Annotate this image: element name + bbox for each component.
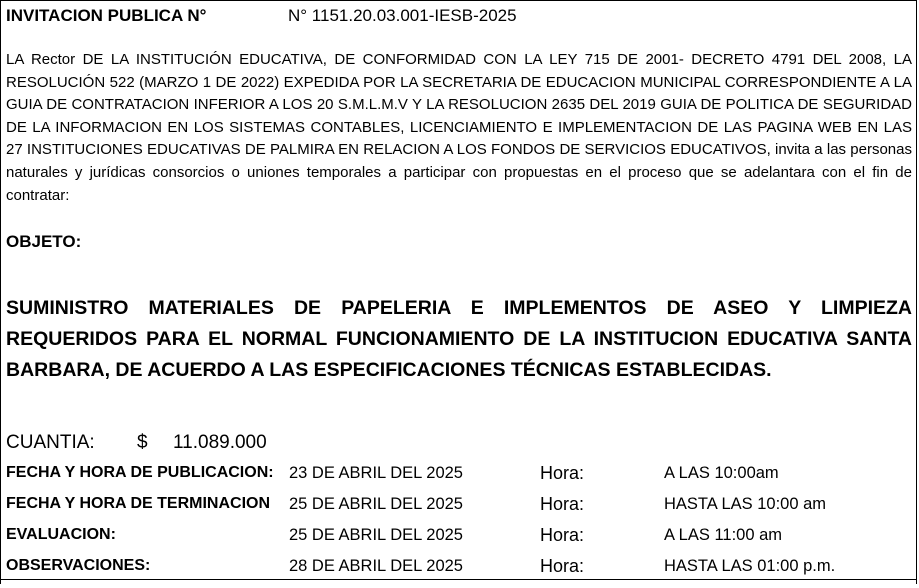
objeto-text: SUMINISTRO MATERIALES DE PAPELERIA E IMPLEMENTOS DE ASEO Y LIMPIEZA REQUERIDOS PARA EL NORMAL FUNCIONAMIENTO DE LA INSTITUCION EDUCATIVA SANTA BARBARA, DE ACUERDO A LAS ESPECIFICACIONES TÉCNICAS ESTABLECIDAS. xyxy=(6,297,912,381)
cuantia-row xyxy=(6,432,267,454)
invitation-title-label: INVITACION PUBLICA N° xyxy=(6,6,207,25)
schedule-hora-label: Hora: xyxy=(540,525,585,545)
schedule-label: EVALUACION: xyxy=(6,526,116,543)
invitation-title xyxy=(6,6,517,26)
schedule-label: FECHA Y HORA DE PUBLICACION: xyxy=(6,464,274,481)
schedule-row-evaluacion xyxy=(0,526,917,557)
cuantia-value: 11.089.000 xyxy=(173,432,267,453)
objeto-heading: OBJETO: xyxy=(6,232,82,251)
schedule-label: OBSERVACIONES: xyxy=(6,557,151,574)
schedule-row-publicacion xyxy=(0,464,917,495)
schedule-hora-label: Hora: xyxy=(540,556,585,576)
schedule-time: A LAS 10:00am xyxy=(664,464,779,482)
schedule-row-terminacion xyxy=(0,495,917,526)
schedule-hora-label: Hora: xyxy=(540,463,585,483)
cuantia-currency-symbol: $ xyxy=(137,432,148,453)
schedule-time: A LAS 11:00 am xyxy=(664,526,783,544)
schedule-date: 23 DE ABRIL DEL 2025 xyxy=(289,464,463,482)
schedule-row-observaciones xyxy=(0,557,917,588)
schedule-date: 28 DE ABRIL DEL 2025 xyxy=(289,557,463,575)
intro-paragraph: LA Rector DE LA INSTITUCIÓN EDUCATIVA, DE CONFORMIDAD CON LA LEY 715 DE 2001- DECRETO 4791 DEL 2008, LA RESOLUCIÓN 522 (MARZO 1 DE 2022) EXPEDIDA POR LA SECRETARIA DE EDUCACION MUNICIPAL CORRESPONDIENTE A LA GUIA DE CONTRATACION INFERIOR A LOS 20 S.M.L.M.V Y LA RESOLUCION 2635 DEL 2019 GUIA DE POLITICA DE SEGURIDAD DE LA INFORMACION EN LOS SISTEMAS CONTABLES, LICENCIAMIENTO E IMPLEMENTACION DE LAS PAGINA WEB EN LAS 27 INSTITUCIONES EDUCATIVAS DE PALMIRA EN RELACION A LOS FONDOS DE SERVICIOS EDUCATIVOS, invita a las personas naturales y jurídicas consorcios o uniones temporales a participar con propuestas en el proceso que se adelantara con el fin de contratar: xyxy=(6,51,912,204)
schedule-time: HASTA LAS 01:00 p.m. xyxy=(664,557,836,575)
bottom-border xyxy=(0,579,917,580)
invitation-number: N° 1151.20.03.001-IESB-2025 xyxy=(288,6,517,25)
schedule-date: 25 DE ABRIL DEL 2025 xyxy=(289,526,463,544)
schedule-date: 25 DE ABRIL DEL 2025 xyxy=(289,495,463,513)
schedule-time: HASTA LAS 10:00 am xyxy=(664,495,827,513)
schedule-hora-label: Hora: xyxy=(540,494,585,514)
schedule-label: FECHA Y HORA DE TERMINACION xyxy=(6,495,271,512)
cuantia-label: CUANTIA: xyxy=(6,432,95,453)
